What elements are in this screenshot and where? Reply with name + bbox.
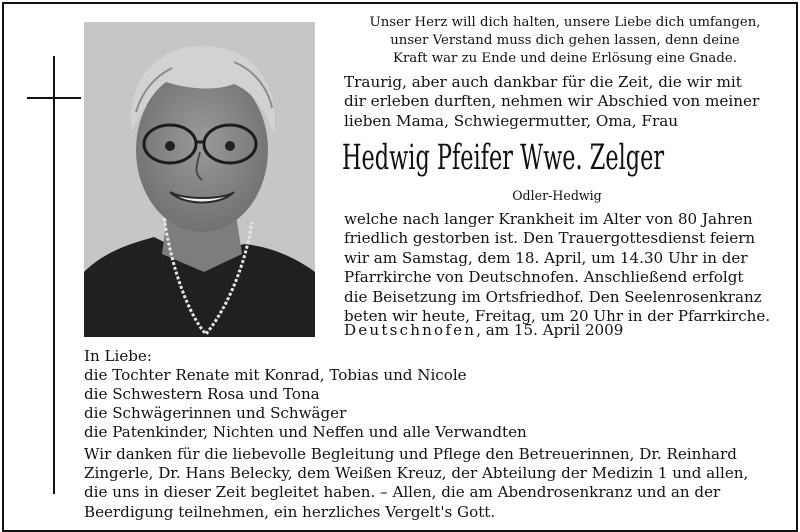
announcement-line: die Beisetzung im Ortsfriedhof. Den Seelenrosenkranz: [344, 287, 762, 306]
mourners-heading: In Liebe:: [84, 347, 152, 365]
deceased-name: Hedwig Pfeifer Wwe. Zelger: [342, 138, 665, 178]
intro-paragraph: [344, 73, 770, 131]
thanks-line: Wir danken für die liebevolle Begleitung und Pflege den Betreuerinnen, Dr. Reinhard: [84, 445, 737, 463]
cross-vertical-bar: [53, 56, 55, 494]
thanks-line: die uns in dieser Zeit begleitet haben. – Allen, die am Abendrosenkranz und an der: [84, 483, 721, 502]
mourner-line: die Tochter Renate mit Konrad, Tobias und Nicole: [84, 366, 467, 384]
announcement-line: beten wir heute, Freitag, um 20 Uhr in der Pfarrkirche.: [344, 307, 771, 326]
town-name: Deutschnofen: [344, 321, 477, 339]
portrait-photo: [84, 22, 315, 337]
place-and-date: [344, 320, 623, 340]
announcement-paragraph: [344, 210, 772, 326]
maiden-name: Odler-Hedwig: [512, 188, 602, 203]
intro-line: dir erleben durften, nehmen wir Abschied von meiner: [344, 92, 760, 111]
thanks-paragraph: [84, 445, 769, 522]
thanks-line: Zingerle, Dr. Hans Belecky, dem Weißen Kreuz, der Abteilung der Medizin 1 und allen,: [84, 464, 749, 483]
notice-date: , am 15. April 2009: [476, 321, 624, 339]
poem-line: Unser Herz will dich halten, unsere Liebe dich umfangen,: [369, 15, 761, 30]
announcement-line: wir am Samstag, dem 18. April, um 14.30 Uhr in der: [344, 248, 748, 267]
portrait-illustration: [84, 22, 315, 337]
announcement-line: friedlich gestorben ist. Den Trauergottesdienst feiern: [344, 229, 756, 248]
poem-line: Kraft war zu Ende und deine Erlösung eine Gnade.: [393, 51, 737, 66]
thanks-line: Beerdigung teilnehmen, ein herzliches Vergelt's Gott.: [84, 502, 496, 521]
cross-horizontal-bar: [27, 97, 81, 99]
announcement-line: Pfarrkirche von Deutschnofen. Anschließend erfolgt: [344, 268, 744, 287]
mourner-line: die Schwestern Rosa und Tona: [84, 385, 320, 403]
announcement-line: welche nach langer Krankheit im Alter von 80 Jahren: [344, 210, 753, 228]
mourners-section: [84, 347, 527, 442]
poem-verse: [340, 14, 790, 68]
mourner-line: die Schwägerinnen und Schwäger: [84, 404, 347, 422]
intro-line: lieben Mama, Schwiegermutter, Oma, Frau: [344, 111, 679, 130]
intro-line: Traurig, aber auch dankbar für die Zeit, die wir mit: [344, 73, 742, 91]
mourner-line: die Patenkinder, Nichten und Neffen und alle Verwandten: [84, 423, 527, 441]
poem-line: unser Verstand muss dich gehen lassen, denn deine: [390, 33, 740, 48]
